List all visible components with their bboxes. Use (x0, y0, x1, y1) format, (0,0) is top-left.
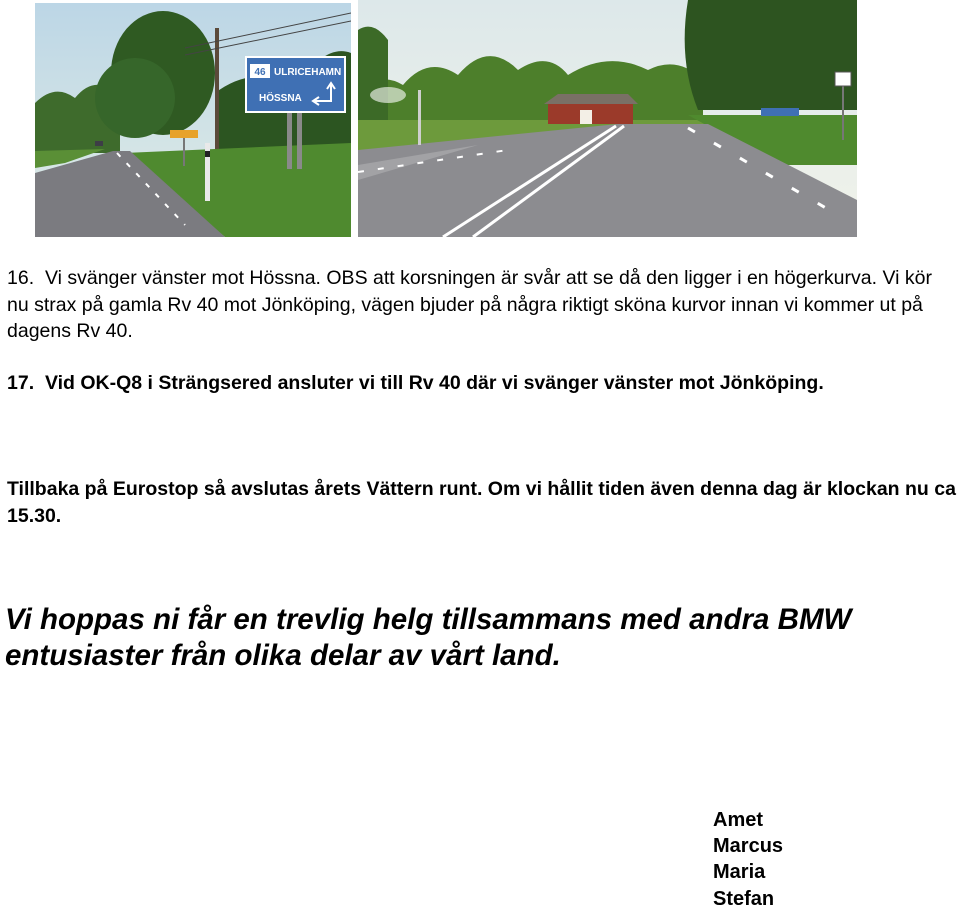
step-17-text: Vid OK-Q8 i Strängsered ansluter vi till Rv 40 där vi svänger vänster mot Jönköping. (44, 372, 824, 394)
road-photo-left (35, 3, 351, 237)
road-photo-right (358, 0, 857, 237)
signature-name: Amet (713, 809, 764, 831)
direction-sign (246, 57, 345, 112)
step-16-text: Vi svänger vänster mot Hössna. OBS att korsningen är svår att se då den ligger i en högerkurva. Vi kör nu strax på gamla Rv 40 mot Jönköping, vägen bjuder på några riktigt sköna kurvor innan vi kommer ut på dagens Rv 40. (7, 267, 932, 342)
signature-name: Marcus (713, 835, 784, 858)
closing-message: Vi hoppas ni får en trevlig helg tillsammans med andra BMW entusiaster från olika delar av vårt land. (5, 603, 852, 672)
step-17-number: 17. (7, 372, 35, 394)
step-16-number: 16. (7, 267, 35, 289)
step-17-paragraph (7, 370, 957, 397)
return-paragraph: Tillbaka på Eurostop så avslutas årets Vättern runt. Om vi hållit tiden även denna dag är klockan nu ca 15.30. (7, 478, 956, 527)
signature-name: Stefan (713, 887, 775, 910)
signature-name: Maria (713, 861, 766, 884)
road-scene-left (35, 3, 351, 237)
road-scene-right (358, 0, 857, 237)
sign-destination-hossna: HÖSSNA (259, 93, 302, 104)
sign-destination-ulricehamn: ULRICEHAMN (274, 67, 342, 78)
signature-list (713, 807, 913, 912)
sign-route-number: 46 (254, 67, 266, 78)
step-16-paragraph (7, 265, 957, 345)
